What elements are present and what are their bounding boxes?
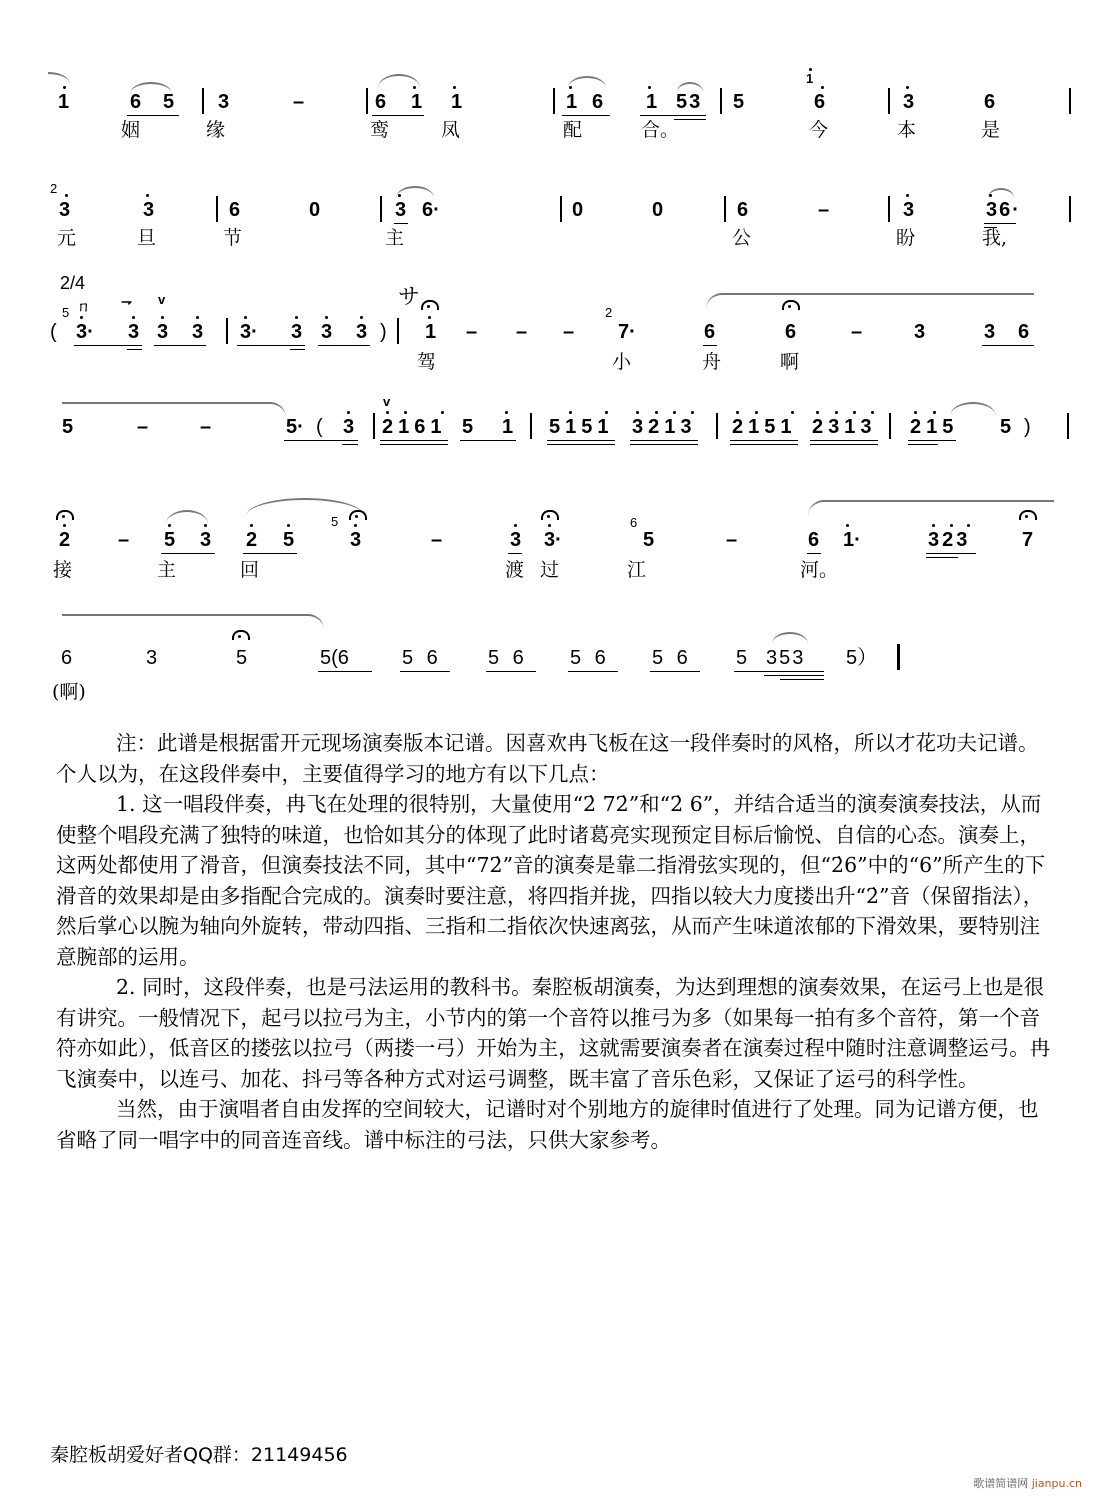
note: 5） — [846, 647, 878, 669]
note-group: 53 — [676, 91, 703, 113]
underline-triple — [780, 679, 824, 680]
barline — [724, 196, 726, 222]
watermark — [973, 1475, 1082, 1491]
grace-note: 6 — [630, 515, 638, 530]
qq-group-footer: 秦腔板胡爱好者QQ群：21149456 — [50, 1444, 348, 1466]
free-meter-mark: サ — [398, 285, 421, 310]
note-paragraph-closing: 当然，由于演唱者自由发挥的空间较大，记谱时对个别地方的旋律时值进行了处理。同为记谱方便，也省略了同一唱字中的同音连音线。谱中标注的弓法，只供大家参考。 — [56, 1097, 1039, 1152]
underline — [154, 345, 206, 346]
high-octave-dot — [548, 524, 551, 527]
note-group: 2161 — [382, 416, 447, 438]
high-octave-dot — [63, 524, 66, 527]
grace-note: 5 — [331, 514, 339, 529]
lyric: 凤 — [441, 119, 461, 141]
high-octave-dot — [821, 86, 824, 89]
underline — [630, 440, 698, 441]
note: 6 — [61, 647, 73, 669]
final-barline — [897, 644, 900, 670]
underline — [734, 671, 824, 672]
high-octave-dot — [967, 524, 970, 527]
high-octave-dot — [835, 411, 838, 414]
underline — [640, 115, 706, 116]
dash: – — [200, 416, 212, 438]
lyric: 公 — [732, 227, 752, 249]
high-octave-dot — [569, 411, 572, 414]
note: 6 — [737, 199, 749, 221]
high-octave-dot — [287, 524, 290, 527]
high-octave-dot — [605, 411, 608, 414]
fermata-icon — [232, 630, 250, 640]
note-group: 3213 — [632, 416, 697, 438]
slur — [950, 402, 996, 416]
note-group: 2151 — [732, 416, 797, 438]
note: 1 — [451, 91, 463, 113]
rest: 0 — [652, 199, 664, 221]
fermata-icon — [1019, 510, 1037, 520]
high-octave-dot — [386, 411, 389, 414]
underline — [810, 440, 878, 441]
high-octave-dot — [791, 411, 794, 414]
lyric: 江 — [627, 559, 647, 581]
underline — [508, 553, 522, 554]
underline — [650, 671, 700, 672]
underline — [562, 115, 610, 116]
note-group: 36· — [986, 199, 1021, 221]
long-slur — [706, 293, 1034, 309]
note: 1 — [58, 91, 70, 113]
barline — [1067, 413, 1069, 439]
underline — [74, 345, 142, 346]
note: 1· — [843, 529, 861, 551]
lyric: 小 — [612, 351, 632, 373]
high-octave-dot — [325, 316, 328, 319]
note: 1 — [566, 91, 578, 113]
barline — [889, 413, 891, 439]
underline — [394, 223, 408, 224]
underline — [984, 223, 1016, 224]
barline — [380, 196, 382, 222]
slur — [396, 186, 434, 198]
lyric: 啊 — [780, 351, 800, 373]
slur-continuation — [48, 72, 70, 84]
lyric: 过 — [540, 559, 560, 581]
note: 6 — [1018, 321, 1030, 343]
underline-double — [730, 444, 798, 445]
note: 3· — [544, 529, 562, 551]
lyric: 驾 — [417, 351, 437, 373]
high-octave-dot — [906, 194, 909, 197]
underline — [284, 440, 358, 441]
barline — [888, 88, 890, 114]
lyric: 盼 — [896, 227, 916, 249]
note: 5 — [733, 91, 745, 113]
dash: – — [563, 321, 575, 343]
lyric: 姻 — [121, 119, 141, 141]
high-octave-dot — [404, 411, 407, 414]
note-group: 5 6 — [488, 647, 524, 669]
barline — [202, 88, 204, 114]
lyric: 缘 — [206, 119, 226, 141]
note: 3 — [218, 91, 230, 113]
lyric: 鸾 — [370, 119, 390, 141]
note: 3 — [157, 321, 169, 343]
note: 3 — [200, 529, 212, 551]
barline — [553, 88, 555, 114]
note: 7· — [618, 321, 636, 343]
annotation-notes — [56, 728, 1056, 1155]
lyric: 主 — [157, 559, 177, 581]
paren-close: ) — [1024, 416, 1031, 438]
note: 6 — [984, 91, 996, 113]
dash: – — [726, 529, 738, 551]
high-octave-dot — [146, 194, 149, 197]
slur — [246, 498, 364, 516]
high-octave-dot — [736, 411, 739, 414]
high-octave-dot — [441, 411, 444, 414]
barline — [397, 318, 399, 344]
note: 1 — [411, 91, 423, 113]
high-octave-dot — [871, 411, 874, 414]
high-octave-dot — [914, 411, 917, 414]
high-octave-dot — [673, 411, 676, 414]
underline-double — [127, 349, 142, 350]
note-group: 5 6 — [652, 647, 688, 669]
high-octave-dot — [809, 68, 812, 71]
underline-double — [810, 444, 878, 445]
fermata-icon — [421, 300, 439, 310]
dash: – — [466, 321, 478, 343]
lyric: 旦 — [137, 227, 157, 249]
underline — [400, 671, 450, 672]
lyric: 节 — [223, 227, 243, 249]
lyric: 接 — [53, 559, 73, 581]
note: 3 — [321, 321, 333, 343]
note-paragraph-2: 2. 同时，这段伴奏，也是弓法运用的教科书。秦腔板胡演奏，为达到理想的演奏效果，在运弓上也是很有讲究。一般情况下，起弓以拉弓为主，小节内的第一个音符以推弓为多（如果每一拍有多个音符，第一个音符亦如此），低音区的搂弦以拉弓（两搂一弓）开始为主，这就需要演奏者在演奏过程中随时注意调整运弓。冉飞演奏中，以连弓、加花、抖弓等各种方式对运弓调整，既丰富了音乐色彩，又保证了运弓的科学性。 — [56, 975, 1051, 1091]
note: 3· — [240, 321, 258, 343]
dash: – — [516, 321, 528, 343]
underline-double — [290, 349, 305, 350]
high-octave-dot — [453, 86, 456, 89]
note-group: 5 6 — [570, 647, 606, 669]
note-group: 215 — [910, 416, 959, 438]
high-octave-dot — [505, 411, 508, 414]
underline — [318, 671, 372, 672]
high-octave-dot — [132, 316, 135, 319]
high-octave-dot — [636, 411, 639, 414]
note: 5· — [286, 416, 304, 438]
high-octave-dot — [933, 411, 936, 414]
rest: 0 — [572, 199, 584, 221]
note: 6 — [704, 321, 716, 343]
underline — [127, 115, 179, 116]
lyric: 合。 — [641, 119, 680, 141]
note: 5 — [62, 416, 74, 438]
note: 1 — [646, 91, 658, 113]
underline-double — [908, 444, 938, 445]
high-octave-dot — [655, 411, 658, 414]
slur — [988, 188, 1014, 198]
note: 3 — [343, 416, 355, 438]
high-octave-dot — [65, 194, 68, 197]
note: 1 — [425, 321, 437, 343]
high-octave-dot — [989, 194, 992, 197]
note: 3 — [356, 321, 368, 343]
note: 3 — [143, 199, 155, 221]
watermark-url: jianpu.cn — [1031, 1477, 1082, 1490]
note: 7 — [1022, 529, 1034, 551]
fermata-icon — [541, 510, 559, 520]
slur — [166, 510, 208, 524]
note: 5 — [1000, 416, 1012, 438]
barline — [888, 196, 890, 222]
high-octave-dot — [354, 524, 357, 527]
grace-note: 2 — [50, 181, 58, 196]
note: 3 — [984, 321, 996, 343]
note: 5 — [462, 416, 474, 438]
underline — [547, 440, 615, 441]
underline — [460, 440, 516, 441]
note-group: 2313 — [812, 416, 877, 438]
paren-open: ( — [316, 416, 323, 438]
time-signature: 2/4 — [60, 273, 86, 293]
slide-mark: ⇁ — [121, 294, 132, 309]
underline — [380, 440, 448, 441]
high-octave-dot — [906, 86, 909, 89]
note-group: 5151 — [549, 416, 614, 438]
note: 5 — [283, 529, 295, 551]
high-octave-dot — [161, 316, 164, 319]
lyric: 渡 — [505, 559, 525, 581]
grace-note: 5 — [62, 305, 70, 320]
note: 3 — [59, 199, 71, 221]
slur — [772, 632, 808, 644]
note: 3 — [903, 91, 915, 113]
high-octave-dot — [196, 316, 199, 319]
note: 5 — [163, 91, 175, 113]
paren-close: ) — [380, 321, 387, 343]
music-score — [0, 0, 1100, 703]
dash: – — [431, 529, 443, 551]
underline-double — [342, 444, 358, 445]
barline — [226, 318, 228, 344]
barline — [373, 413, 375, 439]
underline — [730, 440, 798, 441]
high-octave-dot — [347, 411, 350, 414]
note: 3 — [903, 199, 915, 221]
lyric: 舟 — [702, 351, 722, 373]
note: 1 — [502, 416, 514, 438]
high-octave-dot — [816, 411, 819, 414]
lyric: 元 — [57, 227, 77, 249]
up-bow-mark: v — [383, 394, 391, 409]
underline-double — [547, 444, 615, 445]
barline — [366, 88, 368, 114]
underline — [982, 345, 1034, 346]
high-octave-dot — [514, 524, 517, 527]
high-octave-dot — [250, 524, 253, 527]
note-paragraph-intro: 注：此谱是根据雷开元现场演奏版本记谱。因喜欢冉飞板在这一段伴奏时的风格，所以才花功夫记谱。个人以为，在这段伴奏中，主要值得学习的地方有以下几点： — [56, 731, 1039, 786]
lyric: 本 — [897, 119, 917, 141]
underline — [926, 553, 976, 554]
underline — [161, 553, 215, 554]
note: 2 — [246, 529, 258, 551]
lyric: 配 — [563, 119, 583, 141]
high-octave-dot — [80, 316, 83, 319]
high-octave-dot — [398, 194, 401, 197]
note: 3· — [76, 321, 94, 343]
note: 6 — [130, 91, 142, 113]
barline — [1069, 88, 1071, 114]
high-octave-dot — [204, 524, 207, 527]
high-octave-dot — [168, 524, 171, 527]
underline-double — [764, 675, 824, 676]
note: 6 — [814, 91, 826, 113]
note: 5 — [643, 529, 655, 551]
note: 6 — [229, 199, 241, 221]
watermark-cn: 歌谱简谱网 — [973, 1477, 1029, 1490]
down-bow-mark: ㄇ — [77, 299, 91, 314]
underline-double — [380, 444, 448, 445]
high-octave-dot — [932, 524, 935, 527]
dash: – — [851, 321, 863, 343]
note: 6 — [592, 91, 604, 113]
underline — [703, 345, 717, 346]
note: 5 — [736, 647, 748, 669]
note: 5 — [164, 529, 176, 551]
underline — [372, 115, 424, 116]
fermata-icon — [349, 510, 367, 520]
note: 3 — [395, 199, 407, 221]
note-group: 323 — [928, 529, 971, 551]
high-octave-dot — [691, 411, 694, 414]
lyric: 是 — [981, 119, 1001, 141]
note: 6 — [785, 321, 797, 343]
lyric: 回 — [240, 559, 260, 581]
high-octave-dot — [853, 411, 856, 414]
high-octave-dot — [244, 316, 247, 319]
dash: – — [137, 416, 149, 438]
note-group: 5 6 — [402, 647, 438, 669]
note-group: 353 — [766, 647, 806, 669]
high-octave-dot — [950, 524, 953, 527]
high-octave-dot — [428, 316, 431, 319]
grace-note: 2 — [605, 305, 613, 320]
long-slur — [808, 500, 1054, 516]
up-bow-mark: v — [158, 292, 166, 307]
note: 3 — [146, 647, 158, 669]
high-octave-dot — [569, 86, 572, 89]
note: 6 — [808, 529, 820, 551]
grace-note: 1 — [806, 71, 814, 86]
underline — [908, 440, 956, 441]
note: 3 — [291, 321, 303, 343]
lyric: 河。 — [800, 559, 839, 581]
note: 6· — [422, 199, 440, 221]
long-slur — [62, 402, 286, 418]
dash: – — [293, 91, 305, 113]
note: 3 — [510, 529, 522, 551]
lyric: 我, — [982, 227, 1008, 249]
underline — [318, 345, 370, 346]
note: 3 — [192, 321, 204, 343]
underline — [243, 553, 297, 554]
high-octave-dot — [63, 86, 66, 89]
high-octave-dot — [360, 316, 363, 319]
dash: – — [118, 529, 130, 551]
lyric: 今 — [809, 119, 829, 141]
underline — [486, 671, 536, 672]
underline — [237, 345, 305, 346]
barline — [720, 88, 722, 114]
paren-open: ( — [50, 321, 57, 343]
slur — [568, 76, 606, 88]
underline — [807, 553, 821, 554]
note-paragraph-1: 1. 这一唱段伴奏，冉飞在处理的很特别，大量使用“2̇ 72̇”和“2̇ 6”，并结合适当的演奏演奏技法，从而使整个唱段充满了独特的味道，也恰如其分的体现了此时诸葛亮实现预定目标后愉悦、自信的心态。演奏上，这两处都使用了滑音，但演奏技法不同，其中“72̇”音的演奏是靠二指滑弦实现的，但“2̇6”中的“6”所产生的下滑音的效果却是由多指配合完成的。演奏时要注意，将四指并拢，四指以较大力度搂出升“2̇”音（保留指法），然后掌心以腕为轴向外旋转，带动四指、三指和二指依次快速离弦，从而产生味道浓郁的下滑效果，要特别注意腕部的运用。 — [56, 792, 1046, 969]
underline — [568, 671, 618, 672]
note: 6 — [375, 91, 387, 113]
high-octave-dot — [295, 316, 298, 319]
dash: – — [818, 199, 830, 221]
barline — [216, 196, 218, 222]
high-octave-dot — [648, 86, 651, 89]
fermata-icon — [56, 510, 74, 520]
barline — [716, 413, 718, 439]
note: 5 — [236, 647, 248, 669]
fermata-icon — [782, 300, 800, 310]
barline — [1069, 196, 1071, 222]
underline-double — [926, 557, 958, 558]
note: 3 — [128, 321, 140, 343]
high-octave-dot — [846, 524, 849, 527]
note: 3 — [350, 529, 362, 551]
barline — [560, 196, 562, 222]
underline-double — [630, 444, 698, 445]
note-group: 5(6 — [320, 647, 349, 669]
high-octave-dot — [413, 86, 416, 89]
lyric: (啊) — [52, 681, 86, 703]
long-slur — [62, 614, 324, 630]
lyric: 主 — [385, 227, 405, 249]
rest: 0 — [309, 199, 321, 221]
high-octave-dot — [755, 411, 758, 414]
note: 2 — [59, 529, 71, 551]
note: 3 — [914, 321, 926, 343]
barline — [530, 413, 532, 439]
